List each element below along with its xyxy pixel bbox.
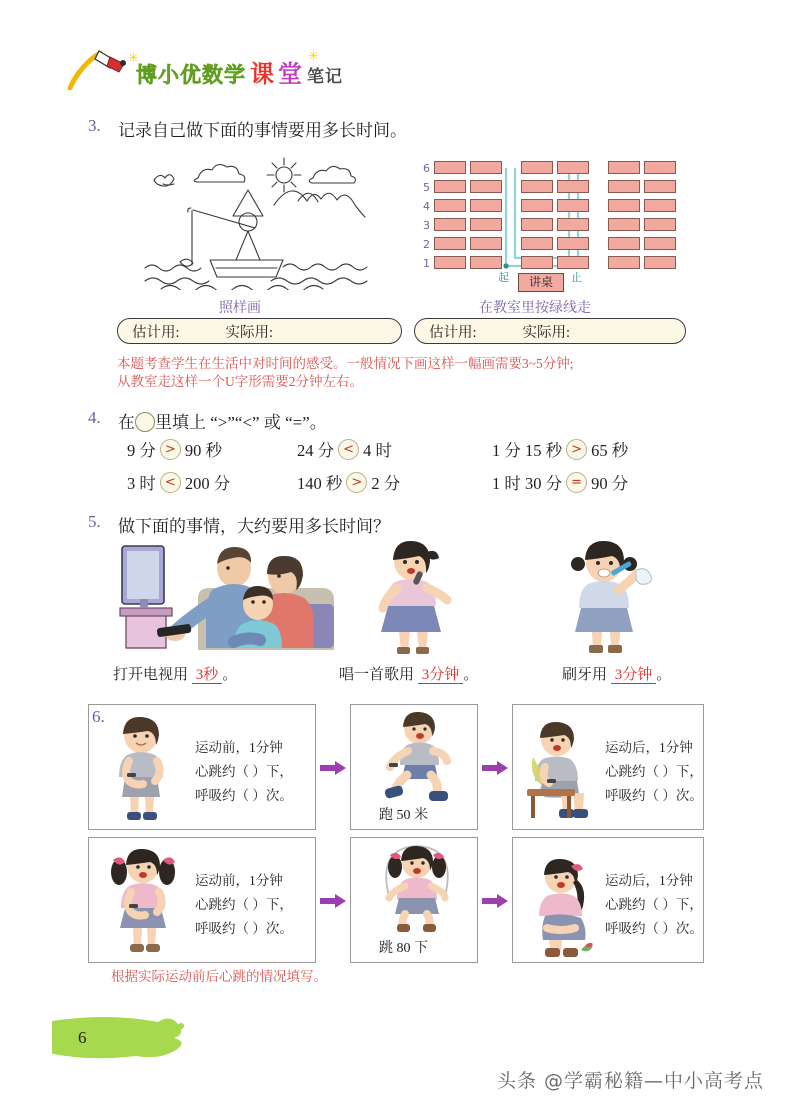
page-number-blob — [52, 1012, 202, 1070]
seat — [470, 199, 502, 212]
q5-caption-2 — [339, 663, 478, 684]
seat — [470, 180, 502, 193]
q3-left-estimate-box[interactable] — [117, 318, 402, 344]
actual-label: 实际用: — [225, 324, 274, 341]
brand-logo — [62, 46, 362, 98]
table-row2-before-cell — [88, 837, 316, 963]
seat — [644, 199, 676, 212]
girl-singing-illustration — [355, 540, 473, 656]
seat — [644, 256, 676, 269]
q4-row2-item3 — [492, 470, 628, 494]
girl-brushing-teeth-illustration — [552, 540, 664, 656]
seat — [434, 237, 466, 250]
girl-checking-watch-illustration — [103, 846, 185, 958]
question-4-number: 4. — [88, 408, 101, 427]
seat — [608, 199, 640, 212]
q4-r1c2-right: 4 时 — [363, 441, 392, 460]
table-row2-before-line1: 运动前，1分钟 — [195, 873, 283, 888]
question-6-table — [88, 704, 704, 966]
seat — [434, 180, 466, 193]
actual-label: 实际用: — [522, 324, 571, 341]
table-row1-before-line1: 运动前，1分钟 — [195, 740, 283, 755]
estimate-label: 估计用: — [429, 324, 477, 341]
seat — [521, 161, 553, 174]
q4-row1-item2 — [297, 437, 392, 461]
q4-r1c3-operator[interactable]: > — [566, 439, 587, 460]
row-label-2: 2 — [423, 238, 430, 251]
seat — [470, 256, 502, 269]
q5-prefix-1: 打开电视用 — [113, 667, 189, 683]
q5-suffix-1: 。 — [222, 667, 238, 683]
answer-circle-blank[interactable] — [135, 412, 155, 432]
q4-prompt-b: 里填上 “>”“<” 或 “=”。 — [155, 413, 327, 432]
logo-part-2: 课 — [250, 60, 275, 88]
seat — [521, 218, 553, 231]
q5-prefix-2: 唱一首歌用 — [339, 667, 415, 683]
arrow-right-icon-row1a — [320, 761, 346, 775]
row-label-6: 6 — [423, 162, 430, 175]
seat — [470, 161, 502, 174]
q4-r2c1-operator[interactable]: < — [160, 472, 181, 493]
q4-row2-item1 — [127, 470, 230, 494]
table-row1-after-cell — [512, 704, 704, 830]
q5-answer-1[interactable]: 3秒 — [192, 667, 223, 684]
boy-running-illustration — [381, 711, 453, 803]
question-5-number: 5. — [88, 512, 101, 531]
table-row1-before-line3: 呼吸约（ ）次。 — [195, 788, 293, 803]
table-row1-after-line2: 心跳约（ ）下， — [605, 764, 703, 779]
classroom-seating-diagram — [418, 148, 686, 293]
q5-caption-1 — [113, 663, 237, 684]
q5-answer-2[interactable]: 3分钟 — [418, 667, 464, 684]
q4-r2c2-right: 2 分 — [371, 474, 401, 493]
table-row2-after-line2: 心跳约（ ）下， — [605, 897, 703, 912]
table-row1-before-cell — [88, 704, 316, 830]
fisherman-line-drawing — [143, 150, 398, 290]
q4-r2c2-operator[interactable]: > — [346, 472, 367, 493]
q4-r1c2-operator[interactable]: < — [338, 439, 359, 460]
q4-r2c3-operator[interactable]: = — [566, 472, 587, 493]
q4-r1c1-left: 9 分 — [127, 441, 156, 460]
table-row1-after-line1: 运动后，1分钟 — [605, 740, 693, 755]
q3-right-estimate-box[interactable] — [414, 318, 686, 344]
seat — [557, 256, 589, 269]
logo-part-1: 博小优数学 — [136, 63, 246, 87]
watermark-text: 头条 @学霸秘籍—中小高考点 — [497, 1070, 765, 1092]
q4-r1c1-operator[interactable]: > — [160, 439, 181, 460]
q4-row1-item3 — [492, 437, 628, 461]
q4-r1c2-left: 24 分 — [297, 441, 335, 460]
q3-left-caption: 照样画 — [219, 301, 261, 316]
seat — [644, 237, 676, 250]
q3-red-note-line2: 从教室走这样一个U字形需要2分钟左右。 — [117, 374, 363, 389]
table-row1-before-line2: 心跳约（ ）下， — [195, 764, 293, 779]
girl-jumping-rope-illustration — [375, 840, 459, 936]
logo-part-4: 笔记 — [307, 67, 343, 87]
q4-r1c3-right: 65 秒 — [591, 441, 629, 460]
table-row2-activity-label: 跳 80 下 — [379, 941, 428, 956]
q4-r1c3-left: 1 分 15 秒 — [492, 441, 563, 460]
q3-red-note-line1: 本题考查学生在生活中对时间的感受。一般情况下画这样一幅画需要3~5分钟; — [117, 356, 574, 371]
q4-r2c1-right: 200 分 — [184, 474, 231, 493]
seat — [521, 199, 553, 212]
q3-right-caption: 在教室里按绿线走 — [479, 301, 591, 316]
arrow-right-icon-row2b — [482, 894, 508, 908]
seat — [470, 218, 502, 231]
table-row1-activity-cell — [350, 704, 478, 830]
seat — [434, 199, 466, 212]
seat — [644, 161, 676, 174]
table-row2-after-cell — [512, 837, 704, 963]
seat — [557, 237, 589, 250]
seat — [557, 218, 589, 231]
q4-r2c3-left: 1 时 30 分 — [492, 474, 563, 493]
seat — [521, 237, 553, 250]
arrow-right-icon-row1b — [482, 761, 508, 775]
q4-r2c2-left: 140 秒 — [297, 474, 343, 493]
table-row2-activity-cell — [350, 837, 478, 963]
seat — [521, 256, 553, 269]
q4-row2-item2 — [297, 470, 400, 494]
path-start-label: 起 — [498, 272, 509, 284]
logo-part-3: 堂 — [278, 60, 303, 88]
q5-caption-3 — [562, 663, 671, 684]
seat — [434, 256, 466, 269]
estimate-label: 估计用: — [132, 324, 180, 341]
q4-r2c3-right: 90 分 — [591, 474, 629, 493]
question-4-prompt — [118, 408, 327, 433]
table-row1-activity-label: 跑 50 米 — [379, 808, 428, 823]
row-label-3: 3 — [423, 219, 430, 232]
table-row2-before-line3: 呼吸约（ ）次。 — [195, 921, 293, 936]
row-label-5: 5 — [423, 181, 430, 194]
paintbrush-icon — [66, 48, 130, 90]
seat — [521, 180, 553, 193]
seat — [557, 161, 589, 174]
teacher-podium: 讲桌 — [518, 273, 564, 292]
q5-suffix-2: 。 — [463, 667, 479, 683]
boy-checking-watch-illustration — [103, 715, 181, 823]
seat — [608, 180, 640, 193]
q6-red-note: 根据实际运动前后心跳的情况填写。 — [111, 969, 327, 984]
table-row2-after-line3: 呼吸约（ ）次。 — [605, 921, 703, 936]
seat — [557, 180, 589, 193]
seat — [470, 237, 502, 250]
family-watching-tv-illustration — [112, 542, 348, 654]
table-row2-before-line2: 心跳约（ ）下， — [195, 897, 293, 912]
sparkle-icon-right: ✳ — [308, 48, 319, 63]
seat — [644, 218, 676, 231]
seat — [434, 161, 466, 174]
sparkle-icon-left: ✳ — [128, 50, 139, 65]
q4-prompt-a: 在 — [118, 413, 135, 432]
seat — [434, 218, 466, 231]
table-row2-after-line1: 运动后，1分钟 — [605, 873, 693, 888]
question-6-number: 6. — [92, 707, 105, 726]
seat — [608, 218, 640, 231]
seat — [644, 180, 676, 193]
q4-r2c1-left: 3 时 — [127, 474, 156, 493]
question-3-prompt: 记录自己做下面的事情要用多长时间。 — [118, 121, 407, 140]
page-number: 6 — [78, 1028, 87, 1047]
row-label-4: 4 — [423, 200, 430, 213]
girl-resting-illustration — [523, 854, 603, 958]
row-label-1: 1 — [423, 257, 430, 270]
seat — [608, 161, 640, 174]
boy-resting-on-bench-illustration — [521, 719, 597, 823]
q4-r1c1-right: 90 秒 — [184, 441, 222, 460]
path-end-label: 止 — [571, 272, 582, 284]
q5-prefix-3: 刷牙用 — [562, 667, 608, 683]
seat — [557, 199, 589, 212]
arrow-right-icon-row2a — [320, 894, 346, 908]
question-5-prompt: 做下面的事情，大约要用多长时间？ — [118, 517, 390, 536]
seat — [608, 256, 640, 269]
q5-answer-3[interactable]: 3分钟 — [611, 667, 657, 684]
q4-row1-item1 — [127, 437, 222, 461]
seat — [608, 237, 640, 250]
question-3-number: 3. — [88, 116, 101, 135]
q5-suffix-3: 。 — [656, 667, 672, 683]
table-row1-after-line3: 呼吸约（ ）次。 — [605, 788, 703, 803]
